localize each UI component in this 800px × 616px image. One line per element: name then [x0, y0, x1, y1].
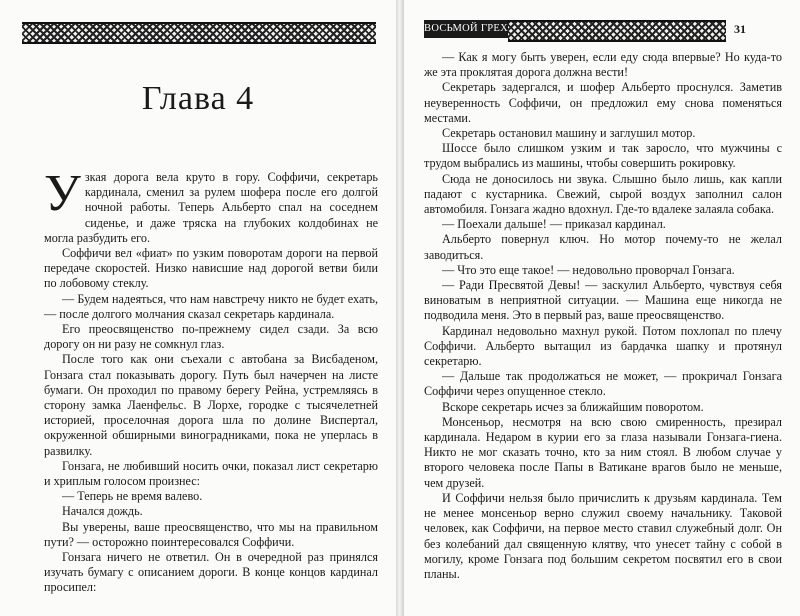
left-page [0, 0, 396, 616]
paragraph: — Теперь не время валево. [62, 489, 203, 504]
paragraph: Секретарь остановил машину и заглушил мотор. [442, 126, 696, 141]
running-title: ВОСЬМОЙ ГРЕХ [424, 20, 508, 38]
paragraph: — Дальше так продолжаться не может, — прокричал Гонзага Соффичи через опущенное стекло. [424, 369, 782, 399]
left-body-text [44, 165, 378, 596]
paragraph: Сюда не доносилось ни звука. Слышно было лишь, как капли падают с кустарника. Свежий, сырой воздух заполнил салон автомобиля. Гонзага жадно вдохнул. Где-то вдалеке залаяла собака. [424, 171, 782, 217]
first-paragraph [44, 165, 378, 246]
paragraph: Монсеньор, несмотря на всю свою смиренность, презирал кардинала. Недаром в курии его за глаза называли Гонзага-гиена. Никто не мог сказать точно, кто за ним стоял. В любом случае у второго человека после Папы в Ватикане врагов было не меньше, чем друзей. [424, 414, 782, 490]
header-ornament [508, 20, 726, 42]
chapter-title: Глава 4 [141, 80, 255, 117]
paragraph: Начался дождь. [62, 504, 143, 519]
page-number: 31 [734, 22, 746, 36]
first-paragraph-text: зкая дорога вела круто в гору. Соффичи, секретарь кардинала, сменил за рулем шофера после его долгой ночной работы. Теперь Альберто спал на соседнем сиденье, и даже тряска на глубоких колдобинах не могла разбудить его. [44, 170, 378, 245]
paragraph: Его преосвященство по-прежнему сидел сзади. За всю дорогу он ни разу не сомкнул глаз. [44, 322, 378, 352]
paragraph: Альберто повернул ключ. Но мотор почему-то не желал заводиться. [424, 232, 782, 262]
right-page [404, 0, 800, 616]
paragraph: После того как они съехали с автобана за Висбаденом, Гонзага стал показывать дорогу. Путь был начерчен на листе бумаги. Он проходил по правому берегу Рейна, устремляясь в сторону замка Лаенфельс. В Лорхе, городке с тысячелетней историей, проселочная дорога шла по долине Виспертал, окруженной обширными виноградниками, пока не уперлась в развилку. [44, 352, 378, 458]
paragraph: — Что это еще такое! — недовольно проворчал Гонзага. [442, 262, 735, 277]
paragraph: Гонзага, не любивший носить очки, показал лист секретарю и хриплым голосом произнес: [44, 458, 378, 489]
paragraph: — Будем надеяться, что нам навстречу никто не будет ехать, — после долгого молчания сказал секретарь кардинала. [44, 291, 378, 321]
right-body-text [424, 50, 782, 582]
paragraph: Секретарь задергался, и шофер Альберто проснулся. Заметив неуверенность Соффичи, он предложил ему снова поменяться местами. [424, 80, 782, 125]
paragraph: Кардинал недовольно махнул рукой. Потом похлопал по плечу Соффичи. Альберто вытащил из бардачка шапку и протянул секретарю. [424, 323, 782, 369]
paragraph: — Поехали дальше! — приказал кардинал. [442, 217, 666, 232]
book-gutter [396, 0, 404, 616]
paragraph: И Соффичи нельзя было причислить к друзьям кардинала. Тем не менее монсеньор верно служил своему начальнику. Таковой человек, как Соффичи, на первое место ставил служебный долг. Он без колебаний дал священную клятву, что унесет тайну с собой в могилу, кроме Гонзага под большим секретом посвятил его в свои планы. [424, 490, 782, 581]
paragraph: — Ради Пресвятой Девы! — заскулил Альберто, чувствуя себя виноватым в неприятной ситуации. — Машина еще никогда не подводила меня. Это в первый раз, ваше преосвященство. [424, 278, 782, 323]
drop-cap: У [44, 165, 81, 222]
header-ornament [22, 22, 376, 44]
paragraph: Вы уверены, ваше преосвященство, что мы на правильном пути? — осторожно поинтересовался Соффичи. [44, 519, 378, 549]
paragraph: — Как я могу быть уверен, если еду сюда впервые? Но куда-то же эта проклятая дорога должна вести! [424, 50, 782, 80]
paragraph: Вскоре секретарь исчез за ближайшим поворотом. [442, 399, 704, 414]
paragraph: Шоссе было слишком узким и так заросло, что мужчины с трудом выбрались из машины, чтобы совершить рокировку. [424, 141, 782, 171]
paragraph: Соффичи вел «фиат» по узким поворотам дороги на первой передаче скоростей. Низко нависшие над дорогой ветви били по лобовому стеклу. [44, 246, 378, 291]
paragraph: Гонзага ничего не ответил. Он в очередной раз принялся изучать бумагу с описанием дороги. В конце концов кардинал просипел: [44, 550, 378, 595]
